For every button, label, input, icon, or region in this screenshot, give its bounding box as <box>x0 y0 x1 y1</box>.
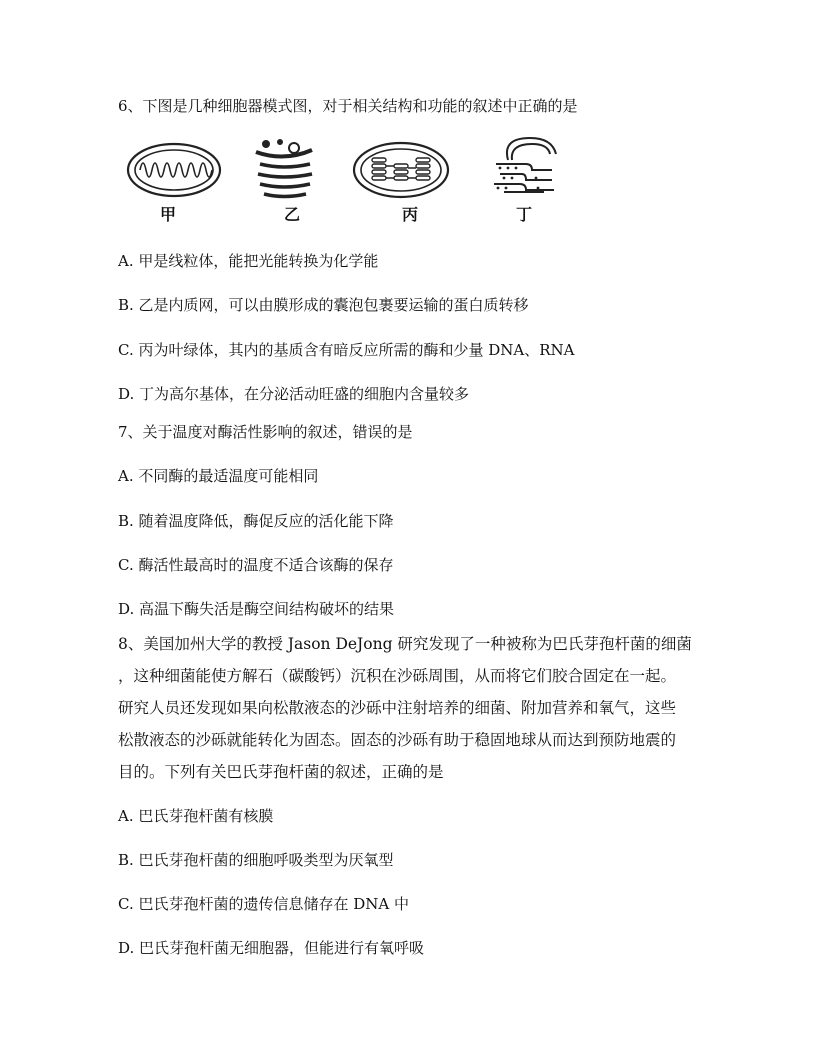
figure-label-yi: 乙 <box>284 205 301 224</box>
q6-option-b: B. 乙是内质网，可以由膜形成的囊泡包裹要运输的蛋白质转移 <box>118 296 529 314</box>
q8-stem-line: 8、美国加州大学的教授 Jason DeJong 研究发现了一种被称为巴氏芽孢杆菌的细菌 <box>118 635 692 653</box>
q8-stem-line: 松散液态的沙砾就能转化为固态。固态的沙砾有助于稳固地球从而达到预防地震的 <box>118 731 677 749</box>
q8-stem-line: 目的。下列有关巴氏芽孢杆菌的叙述，正确的是 <box>118 763 444 781</box>
q8-option-c: C. 巴氏芽孢杆菌的遗传信息储存在 DNA 中 <box>118 895 410 913</box>
q6-stem: 6、下图是几种细胞器模式图，对于相关结构和功能的叙述中正确的是 <box>118 97 578 115</box>
figure-label-bing: 丙 <box>402 205 419 224</box>
q7-option-d: D. 高温下酶失活是酶空间结构破坏的结果 <box>118 600 395 618</box>
q8-option-d: D. 巴氏芽孢杆菌无细胞器，但能进行有氧呼吸 <box>118 939 425 957</box>
q7-stem: 7、关于温度对酶活性影响的叙述，错误的是 <box>118 423 413 441</box>
q6-option-a: A. 甲是线粒体，能把光能转换为化学能 <box>118 252 379 270</box>
q8-stem-line: 研究人员还发现如果向松散液态的沙砾中注射培养的细菌、附加营养和氧气，这些 <box>118 699 677 717</box>
q6-option-d: D. 丁为高尔基体，在分泌活动旺盛的细胞内含量较多 <box>118 385 470 403</box>
er-diagram <box>490 134 562 200</box>
q8-option-b: B. 巴氏芽孢杆菌的细胞呼吸类型为厌氧型 <box>118 851 394 869</box>
q7-option-b: B. 随着温度降低，酶促反应的活化能下降 <box>118 512 394 530</box>
mitochondrion-diagram <box>126 140 222 200</box>
golgi-diagram <box>250 136 320 202</box>
chloroplast-diagram <box>352 140 450 200</box>
organelle-figure <box>118 140 578 235</box>
figure-label-ding: 丁 <box>516 205 533 224</box>
q6-option-c: C. 丙为叶绿体，其内的基质含有暗反应所需的酶和少量 DNA、RNA <box>118 341 575 359</box>
q7-option-a: A. 不同酶的最适温度可能相同 <box>118 467 319 485</box>
figure-label-jia: 甲 <box>160 205 177 224</box>
q8-stem-line: ，这种细菌能使方解石（碳酸钙）沉积在沙砾周围，从而将它们胶合固定在一起。 <box>118 667 677 685</box>
q8-option-a: A. 巴氏芽孢杆菌有核膜 <box>118 807 274 825</box>
q8-stem <box>118 628 708 788</box>
q7-option-c: C. 酶活性最高时的温度不适合该酶的保存 <box>118 556 394 574</box>
